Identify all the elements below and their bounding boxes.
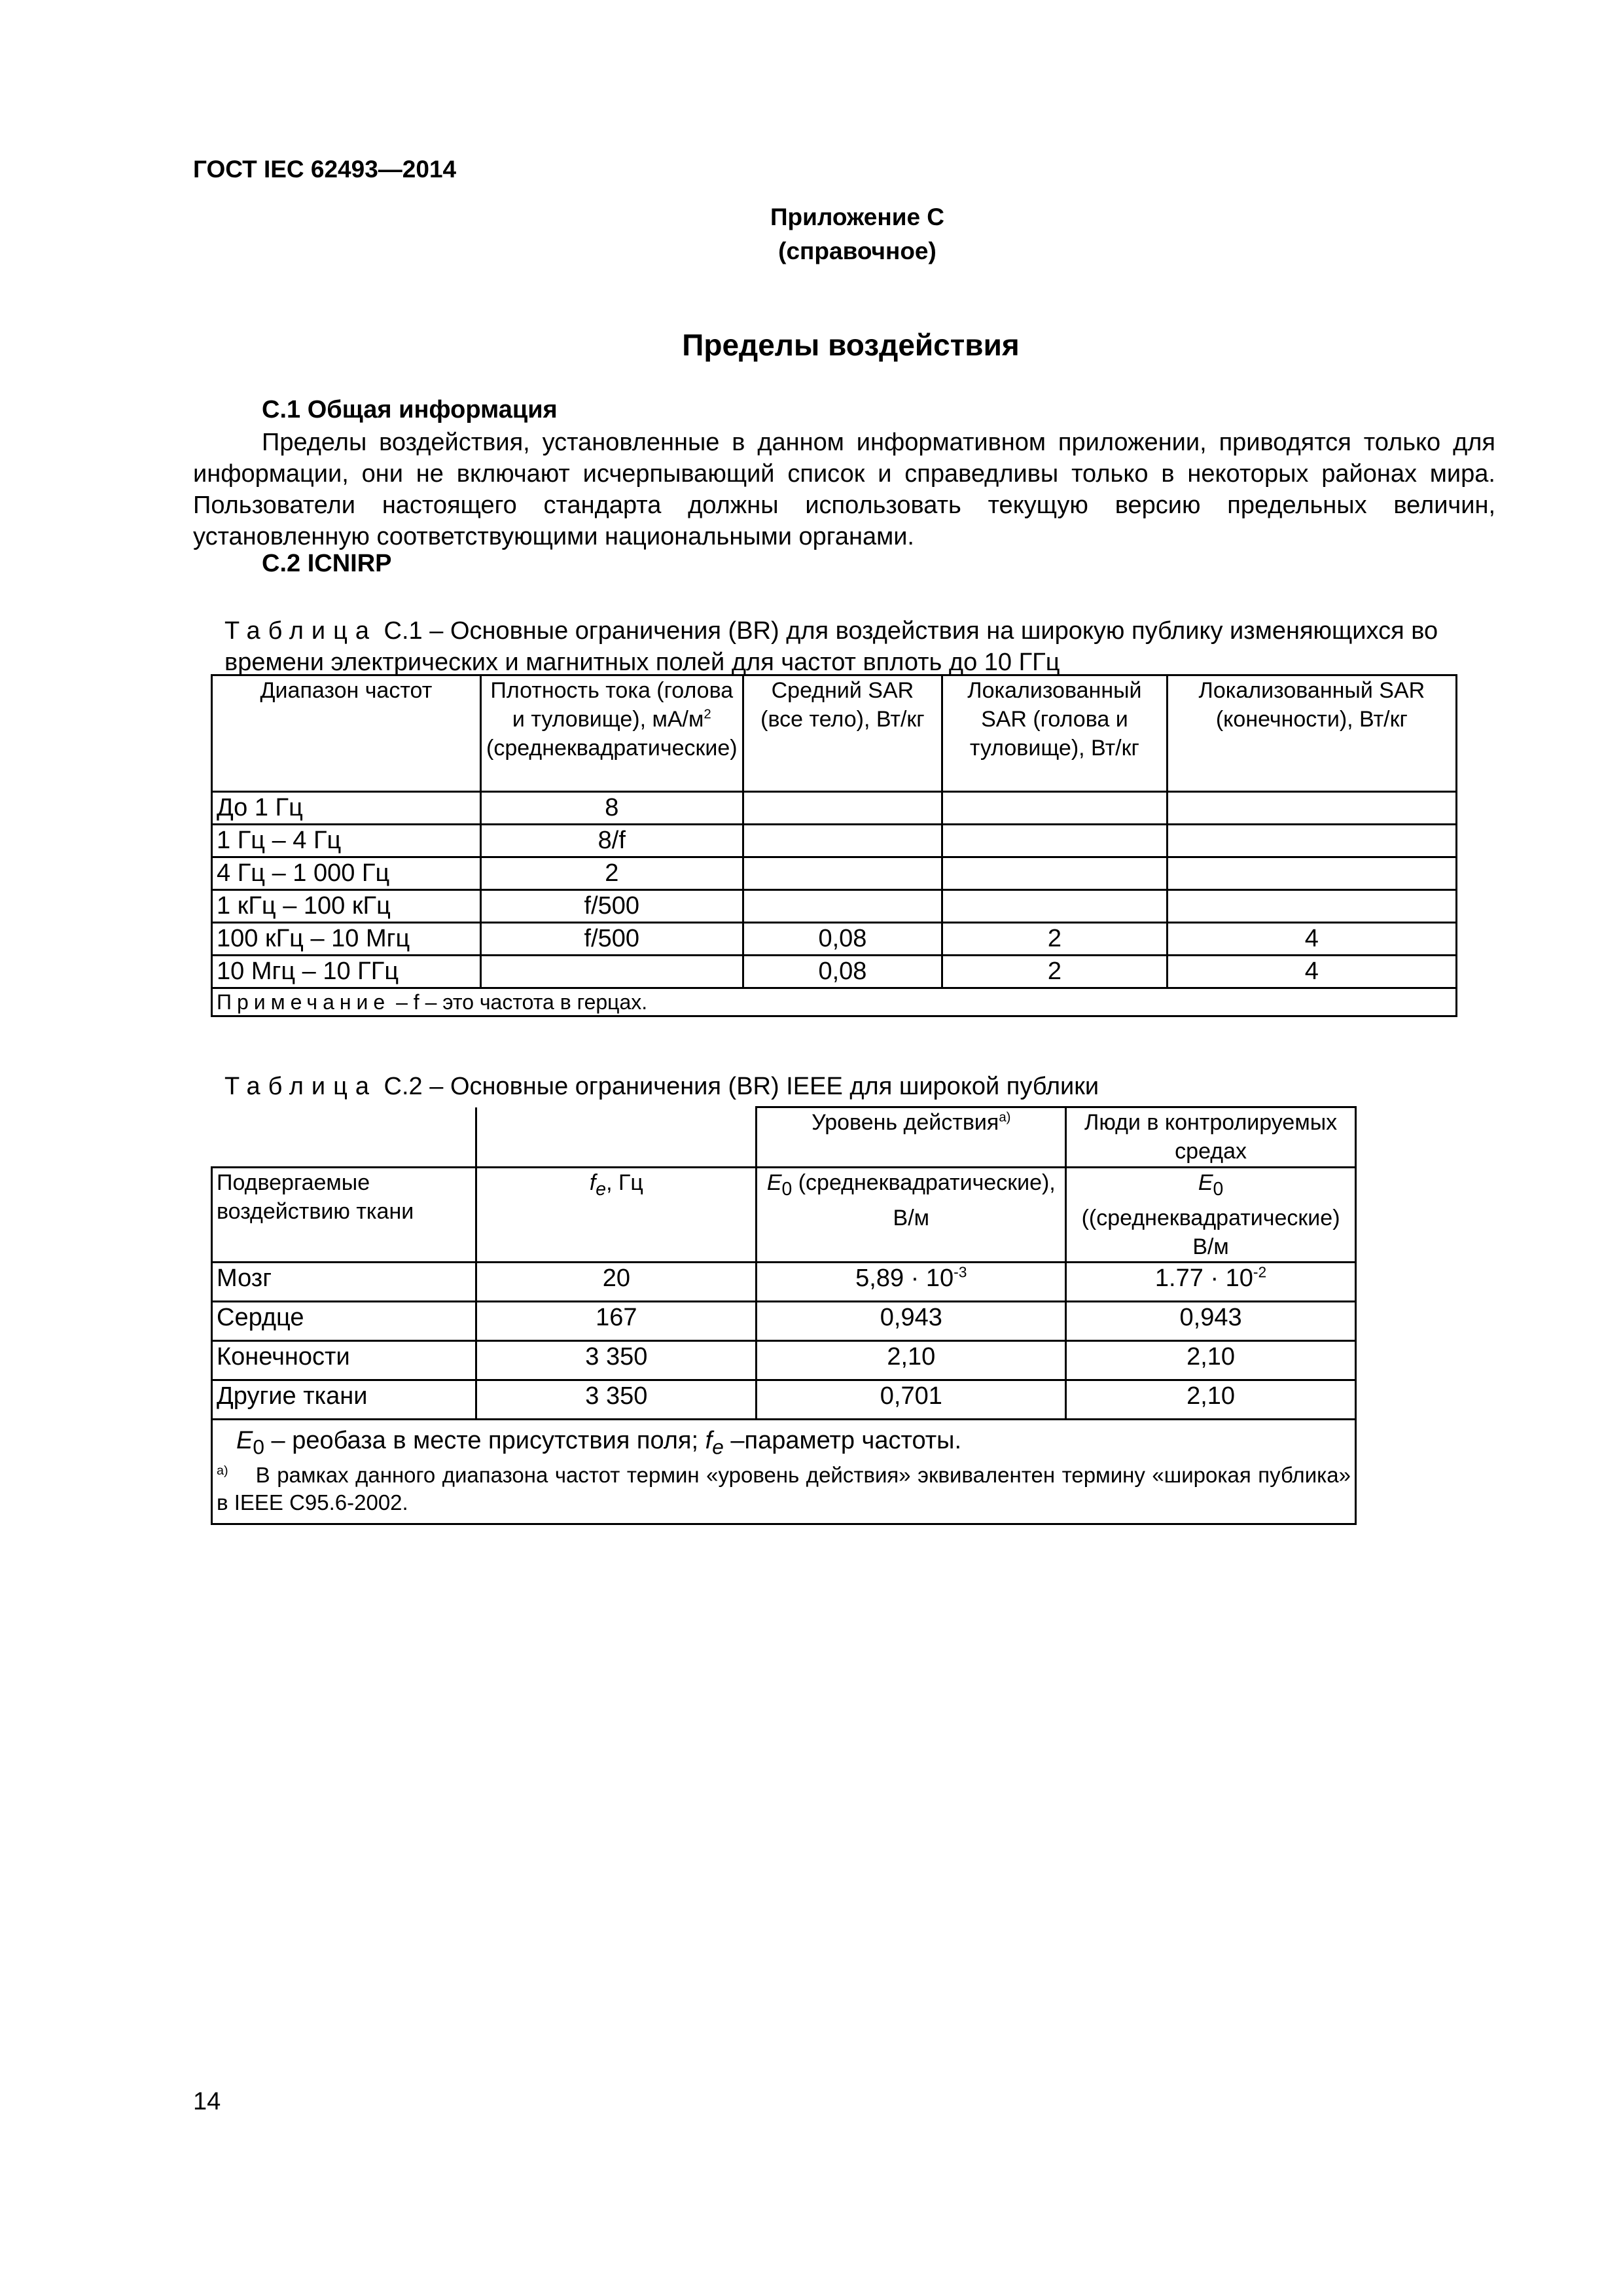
table1-cell [942,857,1168,890]
document-code: ГОСТ IEC 62493—2014 [193,156,457,183]
table1-cell [1167,890,1456,923]
table-row [212,956,1457,988]
table1-cell [743,890,942,923]
table2-value: 2,10 [1186,1342,1236,1371]
table1-cell: 10 Мгц – 10 ГГц [212,956,481,988]
table2-cell [1066,1262,1356,1301]
table1-note [212,988,1457,1016]
table2-cell [757,1380,1066,1419]
table2-value: 0,943 [1179,1303,1242,1331]
note-sub: e [712,1435,724,1459]
table2-cell: Конечности [212,1340,476,1380]
table2-blank-cell [212,1107,476,1168]
table2-note-row [212,1419,1356,1524]
table2-header-cell [757,1168,1066,1263]
table1-cell [743,825,942,857]
section-title: Пределы воздействия [682,328,1020,362]
table-row [212,1262,1356,1301]
table1-header-cell: Диапазон частот [212,675,481,792]
table1-cell [480,956,743,988]
table1-cell: 8/f [480,825,743,857]
table2-header-cell [1066,1168,1356,1263]
table1-cell [1167,825,1456,857]
table2-caption-label: Таблица [224,1073,377,1100]
table1-cell [942,825,1168,857]
table2-value: 5,89 · 10 [855,1264,954,1292]
note-text: – реобаза в месте присутствия поля; [264,1426,705,1454]
table1-cell [1167,792,1456,825]
c2-heading: С.2 ICNIRP [262,550,392,577]
table-row [212,825,1457,857]
table2 [211,1106,1357,1525]
table1-cell: 0,08 [743,923,942,956]
table2-cell: 3 350 [476,1340,757,1380]
note-footnote-mark: a) [217,1463,228,1479]
table2-value: 2,10 [1186,1382,1236,1410]
table2-cell [1066,1380,1356,1419]
table2-note-2 [217,1462,1351,1516]
table2-header-symbol: E [1198,1170,1213,1195]
note-sub: 0 [253,1435,264,1459]
table2-value: 1.77 · 10 [1154,1264,1253,1292]
table2-value: 0,943 [880,1303,942,1331]
table1-cell [942,890,1168,923]
table1-cell [743,792,942,825]
note-symbol: E [236,1426,253,1454]
table1-header-cell [480,675,743,792]
table2-group-header-text: Уровень действия [812,1110,999,1135]
page-number: 14 [193,2088,221,2115]
table-row [212,1380,1356,1419]
appendix-title [654,200,1060,268]
table2-caption-text: С.2 – Основные ограничения (BR) IEEE для широкой публики [377,1073,1099,1100]
table2-cell [1066,1340,1356,1380]
table2-notes [212,1419,1356,1524]
table-row [212,890,1457,923]
table1-cell: f/500 [480,890,743,923]
table1-cell: 1 Гц – 4 Гц [212,825,481,857]
table2-header-cell: Подвергаемые воздействию ткани [212,1168,476,1263]
table2-cell: Другие ткани [212,1380,476,1419]
table2-header-sub: 0 [1213,1178,1224,1200]
table1-cell: 1 кГц – 100 кГц [212,890,481,923]
table2-header-cell [476,1168,757,1263]
table1-caption-text: С.1 – Основные ограничения (BR) для воздействия на широкую публику изменяющихся во времени электрических и магнитных полей для частот вплоть до 10 ГГц [224,617,1438,676]
table2-blank-cell [476,1107,757,1168]
table1-header-row [212,675,1457,792]
table2-value: 0,701 [880,1382,942,1410]
table2-group-header [757,1107,1066,1168]
table1-cell: 4 Гц – 1 000 Гц [212,857,481,890]
table2-cell: 3 350 [476,1380,757,1419]
table1-note-label: Примечание [217,990,391,1014]
table1-cell: 100 кГц – 10 Мгц [212,923,481,956]
table2-cell [1066,1301,1356,1340]
table1-note-row [212,988,1457,1016]
table1-note-text: – f – это частота в герцах. [390,990,648,1014]
table1-cell: 2 [942,923,1168,956]
note-text: –параметр частоты. [723,1426,962,1454]
table2-cell: Сердце [212,1301,476,1340]
table2-header-sub: e [596,1178,607,1200]
table-row [212,1301,1356,1340]
table1-cell: До 1 Гц [212,792,481,825]
table2-cell: Мозг [212,1262,476,1301]
table1-cell: 8 [480,792,743,825]
table2-cell: 167 [476,1301,757,1340]
table1-header-sup: 2 [704,707,711,722]
table-row [212,792,1457,825]
table1-caption [224,615,1468,678]
table-row [212,923,1457,956]
table1-cell: 0,08 [743,956,942,988]
table2-group-header-sup: a) [999,1110,1011,1125]
table1-cell: 4 [1167,956,1456,988]
table1-cell [1167,857,1456,890]
table2-exponent: -3 [954,1263,967,1281]
table1-cell: 2 [942,956,1168,988]
table2-cell: 20 [476,1262,757,1301]
table1-cell [743,857,942,890]
table2-header-row [212,1168,1356,1263]
table2-header-text: , Гц [606,1170,643,1195]
table1-header-cell: Локализованный SAR (конечности), Вт/кг [1167,675,1456,792]
table1-cell: f/500 [480,923,743,956]
table1-header-cell: Средний SAR (все тело), Вт/кг [743,675,942,792]
table1 [211,674,1457,1017]
table2-header-symbol: E [766,1170,782,1195]
table1-header-cell: Локализованный SAR (голова и туловище), Вт/кг [942,675,1168,792]
table2-note-1 [217,1426,1351,1462]
appendix-subtitle: (справочное) [778,238,936,264]
table2-header-symbol: f [589,1170,596,1195]
table2-header-sub: 0 [781,1178,793,1200]
note-symbol: f [705,1426,713,1454]
table2-cell [757,1262,1066,1301]
table2-cell [757,1301,1066,1340]
table2-cell [757,1340,1066,1380]
table2-group-header: Люди в контролируемых средах [1066,1107,1356,1168]
table1-cell: 4 [1167,923,1456,956]
table1-header-text: Плотность тока (голова и туловище), мА/м [490,678,734,732]
c1-heading: С.1 Общая информация [262,396,558,423]
table-row [212,1340,1356,1380]
table1-header-text: (среднеквадратические) [486,736,738,761]
c1-paragraph: Пределы воздействия, установленные в данном информативном приложении, приводятся только для информации, они не включают исчерпывающий список и справедливы только в некоторых районах мира. Пользователи настоящего стандарта должны использовать текущую версию предельных величин, установленную соответствующими национальными органами. [193,429,1495,550]
table2-group-header-row [212,1107,1356,1168]
appendix-label: Приложение С [770,204,945,230]
table2-value: 2,10 [887,1342,936,1371]
table2-caption [224,1071,1468,1102]
table1-cell [942,792,1168,825]
table1-cell: 2 [480,857,743,890]
table2-header-text: ((среднеквадратические) В/м [1081,1205,1340,1259]
table1-caption-label: Таблица [224,617,377,645]
table-row [212,857,1457,890]
table2-exponent: -2 [1253,1263,1267,1281]
table2-header-text: (среднеквадратические), В/м [792,1170,1056,1230]
note-text: В рамках данного диапазона частот термин «уровень действия» эквивалентен термину «широкая публика» в IEEE C95.6-2002. [217,1463,1351,1515]
